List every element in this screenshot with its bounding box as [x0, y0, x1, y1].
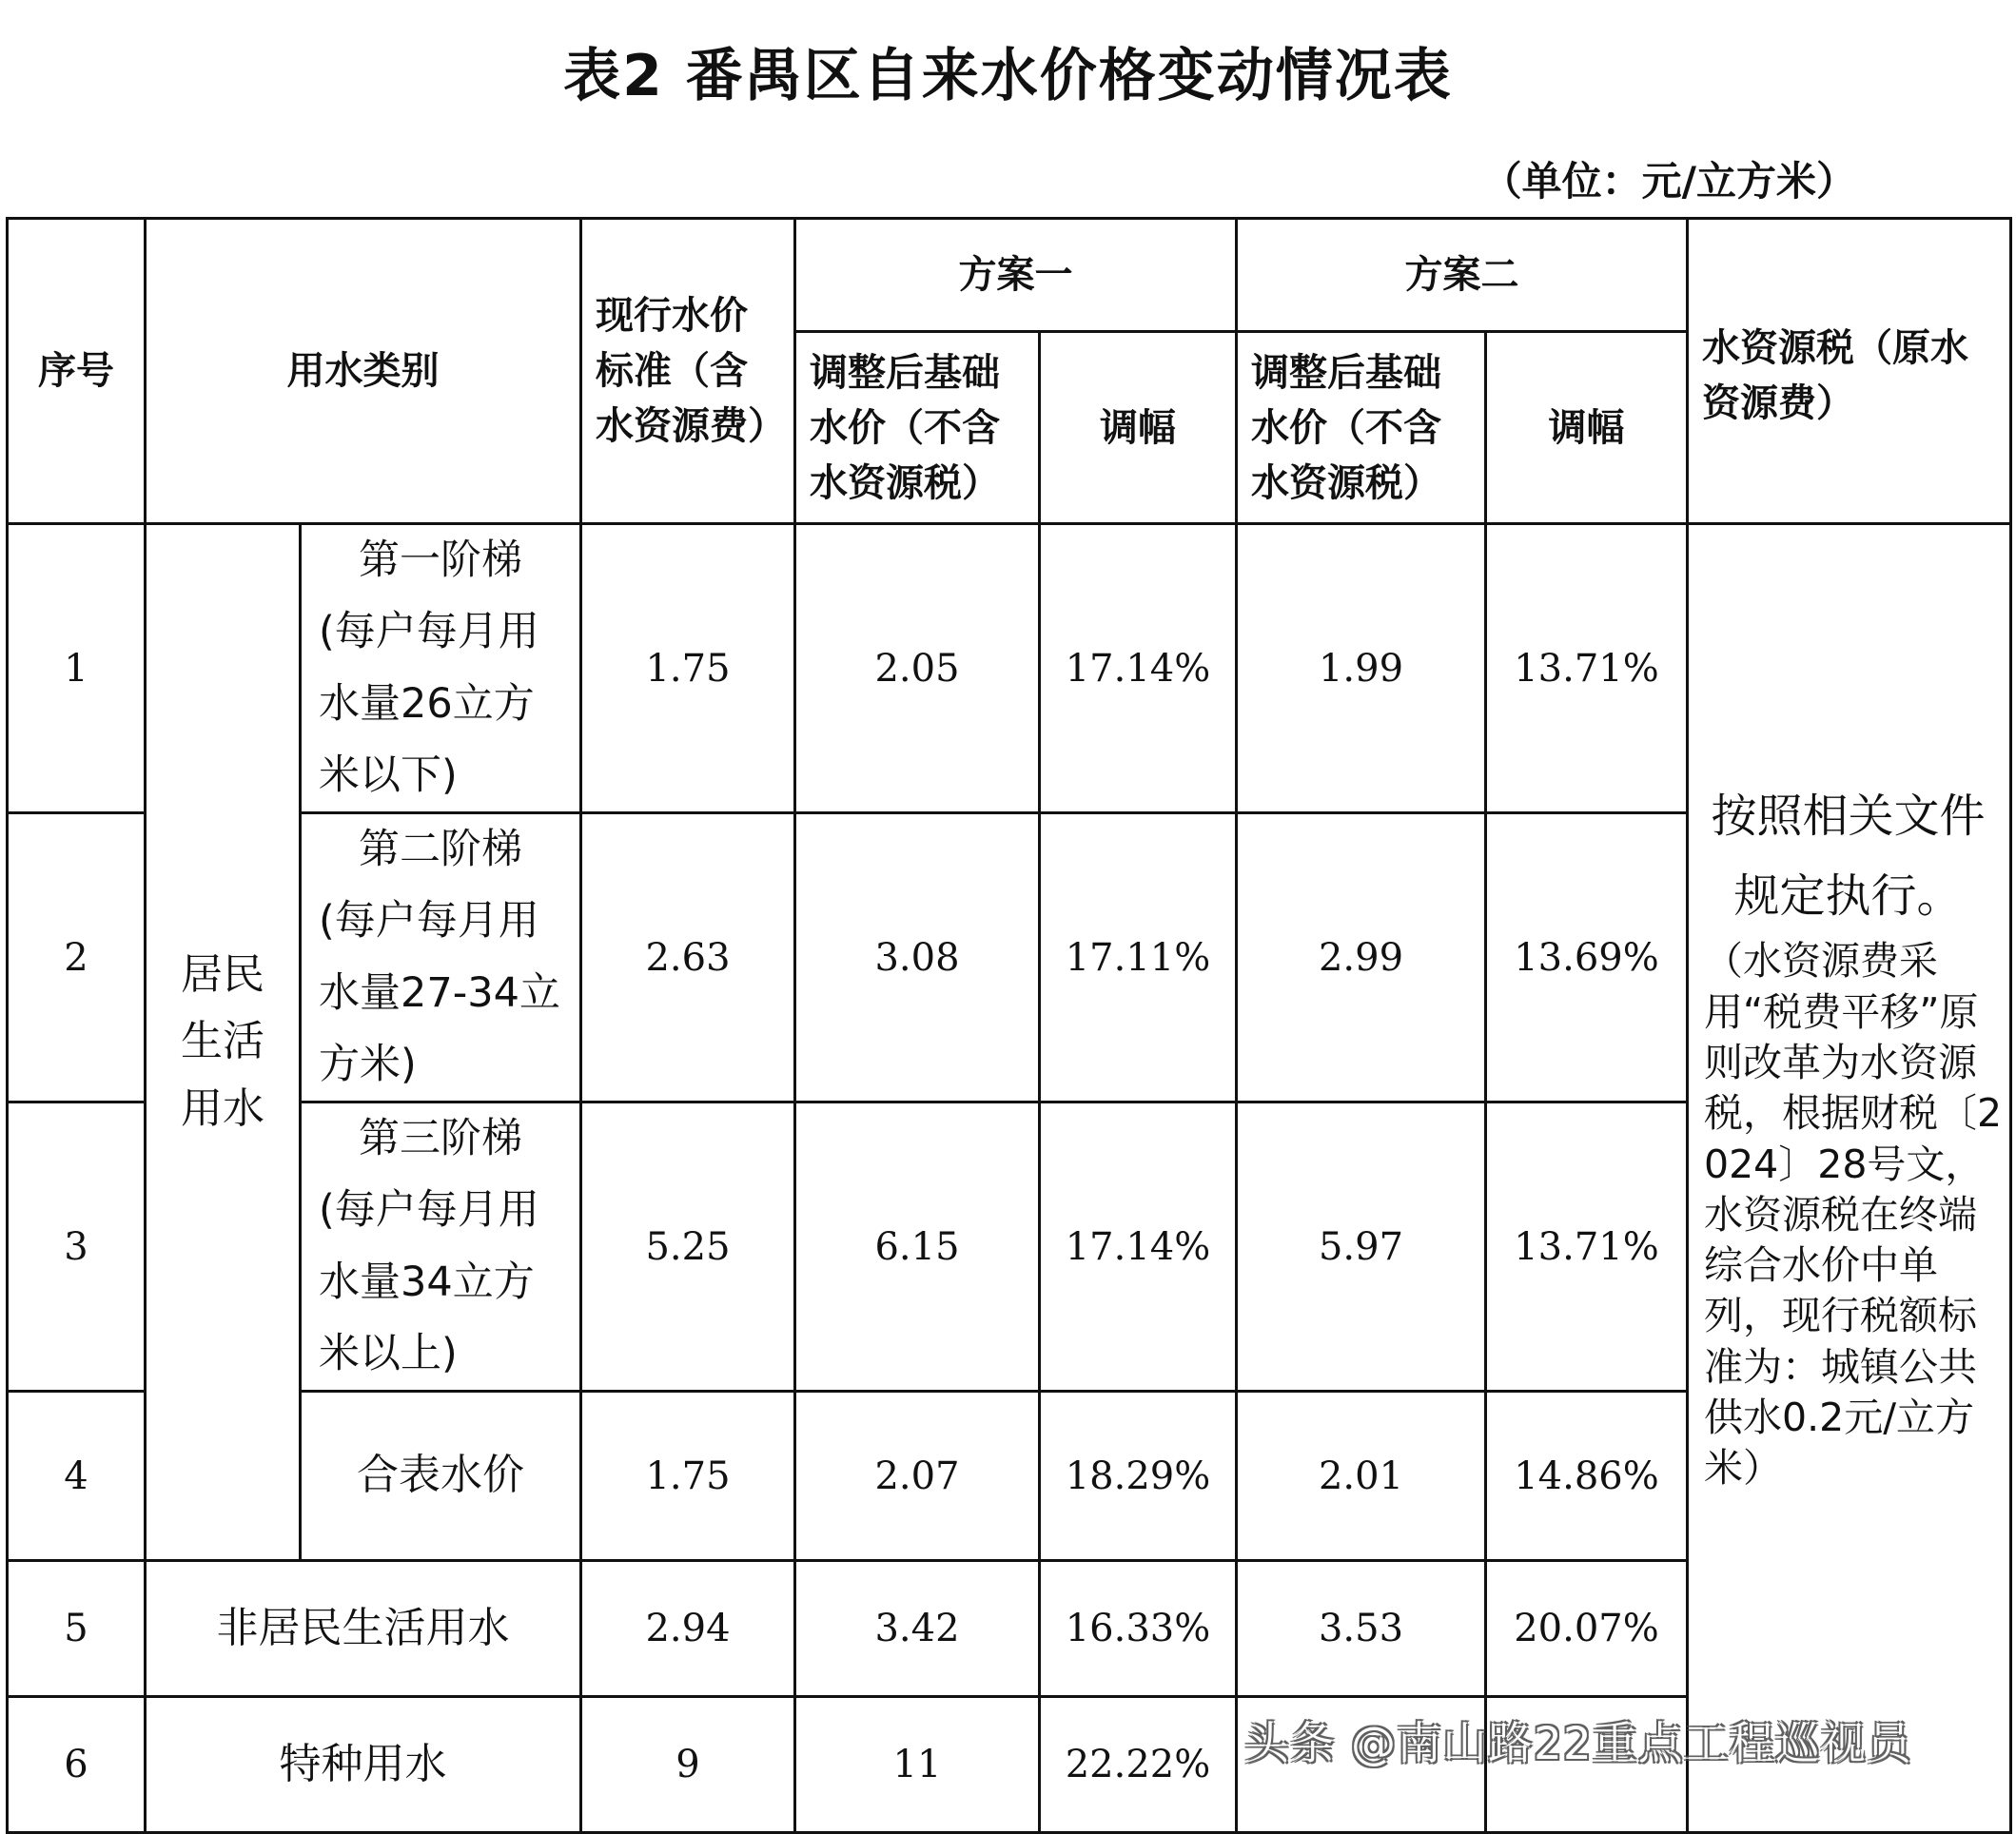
plan-one-change: 18.29%: [1040, 1392, 1237, 1561]
tier-cell: [301, 1102, 581, 1392]
plan-two-price: 2.01: [1237, 1392, 1486, 1561]
category-label: 非居民生活用水: [146, 1561, 581, 1697]
plan-two-change: 20.07%: [1486, 1561, 1688, 1697]
header-current-price: 现行水价标准（含水资源费）: [581, 219, 795, 524]
header-plan-two-change: 调幅: [1486, 332, 1688, 524]
residential-group-label: 居民生活用水: [146, 524, 301, 1561]
plan-one-price: 3.08: [795, 813, 1040, 1102]
current-price: 1.75: [581, 1392, 795, 1561]
header-category: 用水类别: [146, 219, 581, 524]
header-plan-two: 方案二: [1237, 219, 1688, 332]
tier-name: 第二阶梯: [359, 826, 522, 873]
tax-note-detail: （水资源费采用“税费平移”原则改革为水资源税，根据财税〔2024〕28号文，水资源税在终端综合水价中单列，现行税额标准为：城镇公共供水0.2元/立方米）: [1704, 938, 2003, 1492]
plan-one-price: 6.15: [795, 1102, 1040, 1392]
current-price: 5.25: [581, 1102, 795, 1392]
tier-name: 第一阶梯: [359, 537, 522, 584]
table-title: 表2 番禺区自来水价格变动情况表: [563, 43, 1453, 109]
tier-name: 合表水价: [301, 1392, 581, 1561]
plan-two-change: 13.71%: [1486, 524, 1688, 813]
plan-one-price: 2.05: [795, 524, 1040, 813]
header-plan-one-adjusted-price: 调整后基础水价（不含水资源税）: [795, 332, 1040, 524]
unit-label: （单位：元/立方米）: [1481, 158, 1856, 205]
header-water-resource-tax: 水资源税（原水资源费）: [1688, 219, 2011, 524]
tax-note-cell: [1688, 524, 2011, 1833]
current-price: 2.63: [581, 813, 795, 1102]
plan-one-price: 11: [795, 1697, 1040, 1833]
row-seq: 4: [8, 1392, 146, 1561]
plan-two-price: 5.97: [1237, 1102, 1486, 1392]
row-seq: 3: [8, 1102, 146, 1392]
tier-cell: [301, 813, 581, 1102]
water-price-table: [6, 217, 2012, 1834]
plan-one-change: 17.14%: [1040, 1102, 1237, 1392]
tier-name: 第三阶梯: [359, 1115, 522, 1162]
plan-one-change: 16.33%: [1040, 1561, 1237, 1697]
tax-note-main: 按照相关文件规定执行。: [1711, 790, 1986, 924]
row-seq: 5: [8, 1561, 146, 1697]
plan-two-change: 13.71%: [1486, 1102, 1688, 1392]
plan-one-price: 2.07: [795, 1392, 1040, 1561]
plan-one-change: 22.22%: [1040, 1697, 1237, 1833]
header-seq: 序号: [8, 219, 146, 524]
row-seq: 1: [8, 524, 146, 813]
plan-one-change: 17.14%: [1040, 524, 1237, 813]
plan-one-change: 17.11%: [1040, 813, 1237, 1102]
current-price: 1.75: [581, 524, 795, 813]
plan-two-price: 2.99: [1237, 813, 1486, 1102]
plan-two-change: 13.69%: [1486, 813, 1688, 1102]
row-seq: 6: [8, 1697, 146, 1833]
header-plan-one: 方案一: [795, 219, 1237, 332]
tier-description: (每户每月用水量34立方米以上): [319, 1186, 539, 1377]
tier-description: (每户每月用水量26立方米以下): [319, 608, 539, 799]
row-seq: 2: [8, 813, 146, 1102]
tier-cell: [301, 524, 581, 813]
plan-two-price: 3.53: [1237, 1561, 1486, 1697]
current-price: 2.94: [581, 1561, 795, 1697]
header-plan-two-adjusted-price: 调整后基础水价（不含水资源税）: [1237, 332, 1486, 524]
tier-description: (每户每月用水量27-34立方米): [319, 897, 560, 1088]
plan-one-price: 3.42: [795, 1561, 1040, 1697]
current-price: 9: [581, 1697, 795, 1833]
plan-two-price: 1.99: [1237, 524, 1486, 813]
category-label: 特种用水: [146, 1697, 581, 1833]
table-row: [8, 524, 2011, 813]
watermark: 头条 @南山路22重点工程巡视员: [1244, 1718, 1912, 1770]
header-plan-one-change: 调幅: [1040, 332, 1237, 524]
plan-two-change: 14.86%: [1486, 1392, 1688, 1561]
